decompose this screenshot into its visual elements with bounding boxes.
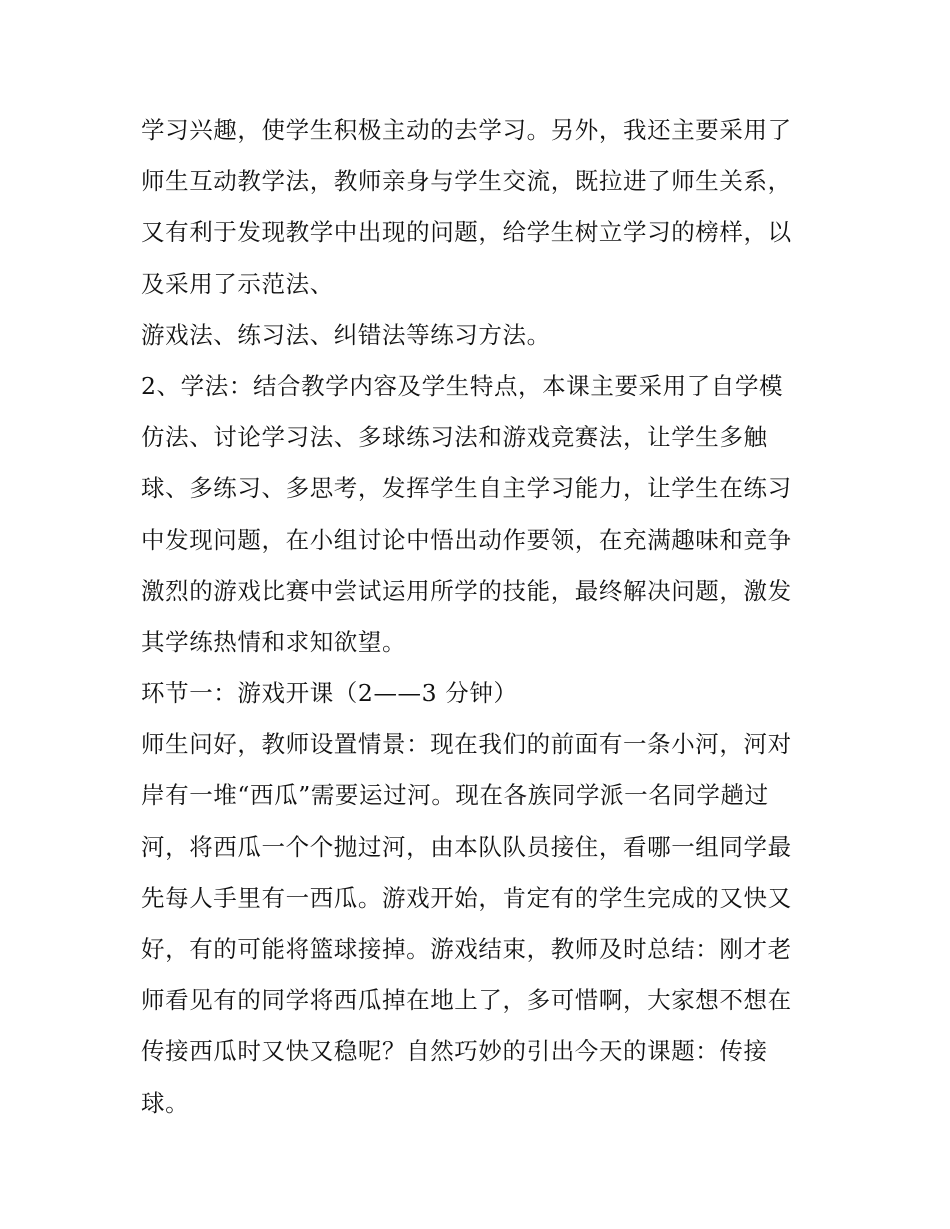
text-line: 其学练热情和求知欲望。	[141, 627, 407, 656]
text-line: 2、学法：结合教学内容及学生特点，本课主要采用了自学模	[141, 371, 784, 400]
text-line: 游戏法、练习法、纠错法等练习方法。	[141, 320, 551, 349]
text-line: 及采用了示范法、	[141, 269, 334, 298]
text-line: 师生互动教学法，教师亲身与学生交流，既拉进了师生关系，	[141, 167, 792, 196]
text-line: 先每人手里有一西瓜。游戏开始，肯定有的学生完成的又快又	[141, 883, 792, 912]
body-text	[141, 105, 841, 1129]
text-line: 球、多练习、多思考，发挥学生自主学习能力，让学生在练习	[141, 474, 792, 503]
text-line: 仿法、讨论学习法、多球练习法和游戏竞赛法，让学生多触	[141, 423, 768, 452]
text-line: 好，有的可能将篮球接掉。游戏结束，教师及时总结：刚才老	[141, 935, 792, 963]
text-line: 传接西瓜时又快又稳呢？自然巧妙的引出今天的课题：传接	[141, 1037, 768, 1066]
text-line: 球。	[141, 1088, 190, 1117]
text-line: 师生问好，教师设置情景：现在我们的前面有一条小河，河对	[141, 730, 792, 759]
text-line: 岸有一堆“西瓜”需要运过河。现在各族同学派一名同学趟过	[141, 781, 769, 810]
text-line: 河，将西瓜一个个抛过河，由本队队员接住，看哪一组同学最	[141, 832, 792, 861]
text-line: 学习兴趣，使学生积极主动的去学习。另外，我还主要采用了	[141, 116, 792, 144]
text-line: 又有利于发现教学中出现的问题，给学生树立学习的榜样，以	[141, 218, 792, 247]
section-heading: 环节一：游戏开课（2——3 分钟）	[141, 679, 518, 708]
text-line: 师看见有的同学将西瓜掉在地上了，多可惜啊，大家想不想在	[141, 986, 792, 1015]
text-line: 中发现问题，在小组讨论中悟出动作要领，在充满趣味和竞争	[141, 525, 792, 554]
text-line: 激烈的游戏比赛中尝试运用所学的技能，最终解决问题，激发	[141, 576, 792, 605]
